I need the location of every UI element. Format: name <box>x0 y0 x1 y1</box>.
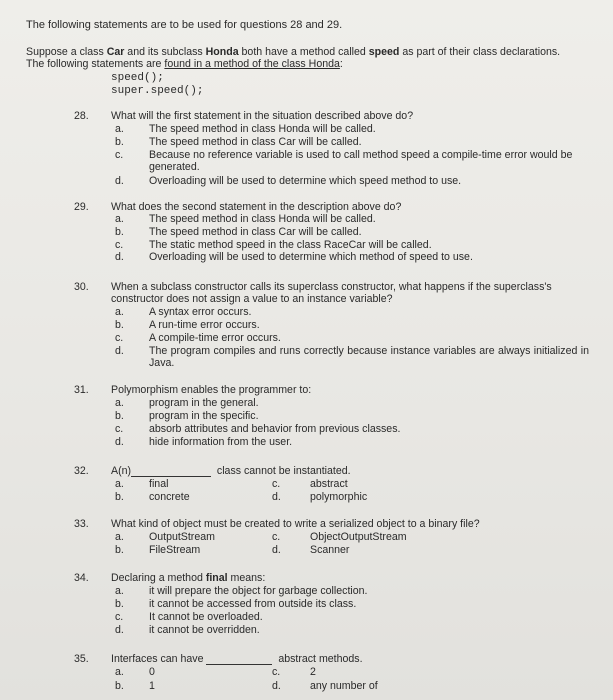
option-letter: c. <box>115 149 124 161</box>
option-letter: b. <box>115 598 124 610</box>
option-letter: c. <box>115 423 124 435</box>
question-number: 34. <box>74 572 89 584</box>
option-text: A run-time error occurs. <box>149 319 260 331</box>
option-letter: a. <box>115 397 124 409</box>
option-letter: b. <box>115 410 124 422</box>
option-text: ObjectOutputStream <box>310 531 407 543</box>
question-stem: Declaring a method final means: <box>111 572 266 584</box>
option-letter: c. <box>115 332 124 344</box>
code-line-1: speed(); <box>111 72 164 84</box>
question-number: 32. <box>74 465 89 477</box>
option-text: it will prepare the object for garbage collection. <box>149 585 368 597</box>
option-text: Overloading will be used to determine which method of speed to use. <box>149 251 473 263</box>
option-text: It cannot be overloaded. <box>149 611 263 623</box>
option-text: polymorphic <box>310 491 368 503</box>
option-letter: a. <box>115 123 124 135</box>
option-letter: c. <box>272 531 281 543</box>
option-letter: d. <box>115 624 124 636</box>
question-stem: A(n) class cannot be instantiated. <box>111 465 351 477</box>
option-text: 2 <box>310 666 316 678</box>
question-number: 29. <box>74 201 89 213</box>
option-letter: d. <box>115 345 124 357</box>
option-text: The speed method in class Car will be called. <box>149 226 362 238</box>
option-text: FileStream <box>149 544 201 556</box>
option-text: it cannot be overridden. <box>149 624 260 636</box>
intro-text: The following statements are to be used for questions 28 and 29. <box>26 19 343 31</box>
question-number: 35. <box>74 653 89 665</box>
option-text: The speed method in class Car will be called. <box>149 136 362 148</box>
option-letter: d. <box>115 436 124 448</box>
question-number: 31. <box>74 384 89 396</box>
question-stem: Polymorphism enables the programmer to: <box>111 384 312 396</box>
option-letter: c. <box>272 478 281 490</box>
option-text: The program compiles and runs correctly because instance variables are always initialized in Java. <box>149 345 589 369</box>
option-letter: d. <box>272 544 281 556</box>
question-stem: When a subclass constructor calls its superclass constructor, what happens if the superclass's constructor does not assign a value to an instance variable? <box>111 281 552 305</box>
question-number: 28. <box>74 110 89 122</box>
option-letter: b. <box>115 226 124 238</box>
question-stem: What does the second statement in the description above do? <box>111 201 402 213</box>
option-text: OutputStream <box>149 531 215 543</box>
option-letter: d. <box>272 680 281 692</box>
option-text: concrete <box>149 491 190 503</box>
answer-blank <box>206 664 272 665</box>
option-text: Because no reference variable is used to call method speed a compile-time error would be generated. <box>149 149 573 173</box>
option-letter: a. <box>115 585 124 597</box>
option-text: A syntax error occurs. <box>149 306 252 318</box>
option-letter: a. <box>115 531 124 543</box>
option-letter: b. <box>115 680 124 692</box>
option-letter: c. <box>272 666 281 678</box>
option-letter: d. <box>272 491 281 503</box>
option-text: Scanner <box>310 544 350 556</box>
option-letter: a. <box>115 666 124 678</box>
option-text: any number of <box>310 680 378 692</box>
option-text: abstract <box>310 478 348 490</box>
code-line-2: super.speed(); <box>111 85 204 97</box>
option-text: A compile-time error occurs. <box>149 332 281 344</box>
option-letter: a. <box>115 478 124 490</box>
question-stem: What kind of object must be created to write a serialized object to a binary file? <box>111 518 480 530</box>
option-text: program in the specific. <box>149 410 259 422</box>
question-stem: Interfaces can have abstract methods. <box>111 653 363 665</box>
option-letter: b. <box>115 136 124 148</box>
question-number: 30. <box>74 281 89 293</box>
option-letter: d. <box>115 251 124 263</box>
option-text: Overloading will be used to determine which speed method to use. <box>149 175 462 187</box>
question-number: 33. <box>74 518 89 530</box>
option-text: The speed method in class Honda will be called. <box>149 123 376 135</box>
option-letter: c. <box>115 239 124 251</box>
option-text: The speed method in class Honda will be called. <box>149 213 376 225</box>
option-letter: b. <box>115 319 124 331</box>
option-letter: d. <box>115 175 124 187</box>
location-text: The following statements are found in a method of the class Honda: <box>26 58 343 70</box>
option-letter: a. <box>115 213 124 225</box>
option-text: 0 <box>149 666 155 678</box>
option-letter: c. <box>115 611 124 623</box>
option-text: program in the general. <box>149 397 259 409</box>
option-letter: b. <box>115 544 124 556</box>
answer-blank <box>131 476 211 477</box>
option-letter: a. <box>115 306 124 318</box>
suppose-text: Suppose a class Car and its subclass Honda both have a method called speed as part of their class declarations. <box>26 46 561 58</box>
question-stem: What will the first statement in the situation described above do? <box>111 110 414 122</box>
option-text: final <box>149 478 169 490</box>
option-text: hide information from the user. <box>149 436 293 448</box>
option-text: absorb attributes and behavior from previous classes. <box>149 423 401 435</box>
option-text: it cannot be accessed from outside its class. <box>149 598 357 610</box>
option-text: The static method speed in the class RaceCar will be called. <box>149 239 432 251</box>
option-text: 1 <box>149 680 155 692</box>
option-letter: b. <box>115 491 124 503</box>
